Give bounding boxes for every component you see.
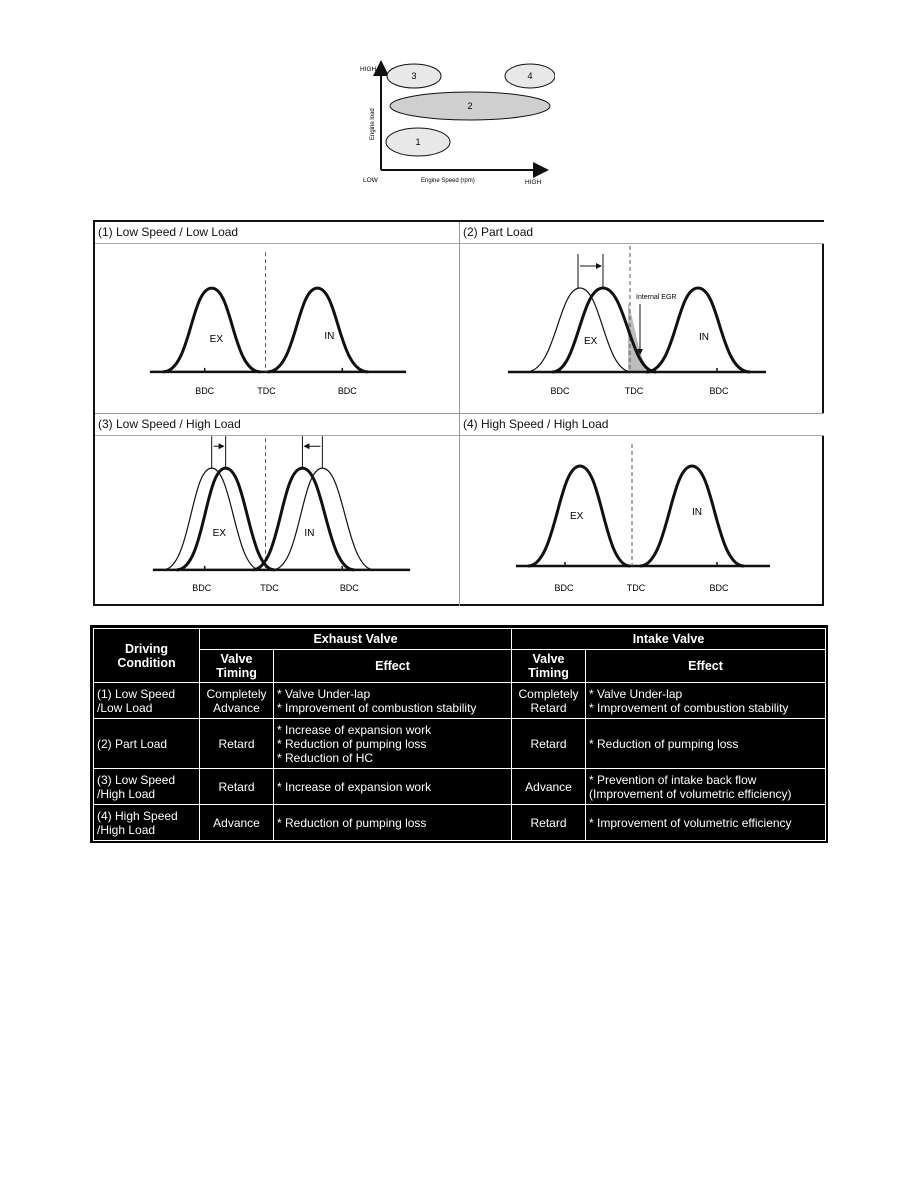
tick-bdc: BDC [550, 386, 570, 396]
internal-egr-label: Internal EGR [636, 294, 677, 301]
tick-bdc: BDC [192, 582, 212, 593]
x-axis-label: Engine Speed (rpm) [421, 178, 475, 184]
effect-line: * Increase of expansion work [277, 779, 432, 794]
in-label: IN [324, 330, 335, 342]
effect-line: * Valve Under-lap [277, 686, 371, 701]
region-4-label: 4 [527, 71, 533, 81]
effect-line: * Reduction of HC [277, 750, 374, 765]
cell-condition: (3) Low Speed /High Load [94, 769, 200, 805]
cell-in-timing: Completely Retard [512, 683, 586, 719]
effect-line: * Valve Under-lap [589, 686, 683, 701]
cell-ex-timing: Completely Advance [200, 683, 274, 719]
cell-condition: (2) Part Load [94, 719, 200, 769]
y-axis-high: HIGH [360, 66, 377, 73]
table-row [94, 805, 826, 841]
valve-lift-chart [95, 436, 459, 604]
tick-bdc: BDC [195, 385, 215, 396]
effect-line: * Reduction of pumping loss [589, 736, 739, 751]
effect-line: * Improvement of combustion stability [589, 700, 789, 715]
header-in-effect: Effect [586, 650, 826, 683]
valve-timing-diagrams [93, 220, 824, 606]
header-ex-valve-timing: Valve Timing [200, 650, 274, 683]
valve-lift-chart [95, 244, 459, 412]
ex-label: EX [212, 527, 226, 539]
cell-ex-effect [274, 805, 512, 841]
in-label: IN [692, 507, 702, 518]
exhaust-retarded-curve [177, 468, 275, 570]
cell-condition: (1) Low Speed /Low Load [94, 683, 200, 719]
cell-condition: (4) High Speed /High Load [94, 805, 200, 841]
cell-ex-effect [274, 769, 512, 805]
header-exhaust-valve: Exhaust Valve [200, 629, 512, 650]
ex-label: EX [584, 336, 598, 347]
table-row [94, 683, 826, 719]
cell-in-timing: Advance [512, 769, 586, 805]
region-3-label: 3 [411, 71, 417, 81]
tick-tdc: TDC [257, 385, 276, 396]
intake-base-curve [273, 468, 375, 570]
panel-low-speed-high-load [95, 414, 460, 606]
cell-in-effect [586, 805, 826, 841]
y-axis-label: Engine load [370, 108, 376, 140]
exhaust-lift-curve [163, 288, 261, 372]
tick-tdc: TDC [260, 582, 279, 593]
panel-low-speed-low-load [95, 222, 460, 414]
region-2-label: 2 [467, 101, 473, 111]
panel-title: (3) Low Speed / High Load [95, 414, 459, 436]
cell-ex-timing: Advance [200, 805, 274, 841]
tick-bdc: BDC [337, 385, 357, 396]
intake-lift-curve [268, 288, 369, 372]
effect-line: * Improvement of combustion stability [277, 700, 477, 715]
cell-ex-timing: Retard [200, 719, 274, 769]
panel-title: (2) Part Load [460, 222, 824, 244]
cell-in-effect [586, 769, 826, 805]
valve-lift-chart [460, 436, 824, 604]
valve-lift-chart [460, 244, 824, 412]
cell-ex-effect [274, 683, 512, 719]
ex-label: EX [209, 333, 223, 345]
tick-tdc: TDC [624, 386, 644, 396]
cell-ex-effect [274, 719, 512, 769]
panel-part-load [460, 222, 824, 414]
header-in-valve-timing: Valve Timing [512, 650, 586, 683]
ex-label: EX [570, 511, 584, 522]
intake-advanced-curve [253, 468, 355, 570]
tick-bdc: BDC [554, 583, 574, 593]
panel-high-speed-high-load [460, 414, 824, 606]
header-driving-condition: Driving Condition [94, 629, 200, 683]
effect-line: * Increase of expansion work [277, 722, 432, 737]
cell-ex-timing: Retard [200, 769, 274, 805]
exhaust-base-curve [163, 468, 261, 570]
cell-in-effect [586, 683, 826, 719]
tick-tdc: TDC [626, 583, 646, 593]
effect-line: * Improvement of volumetric efficiency [589, 815, 792, 830]
tick-bdc: BDC [709, 386, 729, 396]
table-row [94, 769, 826, 805]
table-row [94, 719, 826, 769]
operating-region-map [355, 58, 555, 188]
header-ex-effect: Effect [274, 650, 512, 683]
panel-title: (4) High Speed / High Load [460, 414, 824, 436]
effect-line: * Reduction of pumping loss [277, 815, 427, 830]
x-axis-low: LOW [363, 177, 378, 184]
x-axis-high: HIGH [525, 179, 542, 186]
cell-in-timing: Retard [512, 805, 586, 841]
cell-in-effect [586, 719, 826, 769]
effect-line: (Improvement of volumetric efficiency) [589, 786, 792, 801]
tick-bdc: BDC [339, 582, 359, 593]
region-1-label: 1 [415, 137, 421, 147]
in-label: IN [699, 332, 709, 343]
tick-bdc: BDC [709, 583, 729, 593]
in-label: IN [304, 527, 315, 539]
cell-in-timing: Retard [512, 719, 586, 769]
valve-timing-table [90, 625, 828, 843]
effect-line: * Reduction of pumping loss [277, 736, 427, 751]
panel-title: (1) Low Speed / Low Load [95, 222, 459, 244]
effect-line: * Prevention of intake back flow [589, 772, 757, 787]
header-intake-valve: Intake Valve [512, 629, 826, 650]
